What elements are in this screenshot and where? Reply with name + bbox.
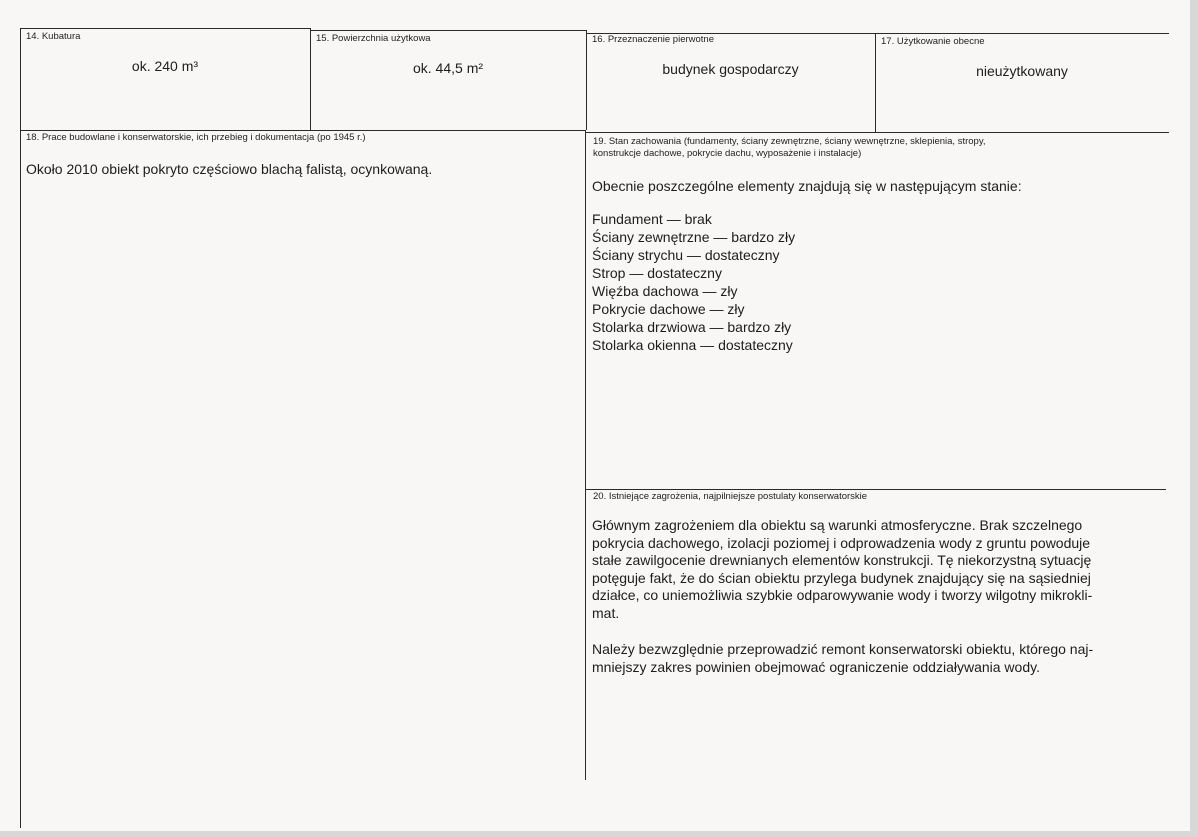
main-vertical-divider — [585, 130, 586, 780]
field-14-value: ok. 240 m³ — [131, 58, 199, 74]
field-19-condition-list — [592, 210, 795, 354]
condition-item: Strop — dostateczny — [592, 265, 722, 281]
field-14-label: 14. Kubatura — [26, 31, 81, 42]
field-15-label: 15. Powierzchnia użytkowa — [316, 33, 431, 44]
field-19-label-line1: 19. Stan zachowania (fundamenty, ściany zewnętrzne, ściany wewnętrzne, sklepienia, stropy, — [593, 136, 986, 147]
paragraph-line: pokrycia dachowego, izolacji poziomej i odprowadzenia wody z gruntu powoduje — [592, 534, 1091, 551]
field-20-label: 20. Istniejące zagrożenia, najpilniejsze postulaty konserwatorskie — [593, 491, 868, 502]
field-20-top-rule — [586, 489, 1166, 490]
scan-edge-right — [1190, 0, 1198, 837]
paragraph-line: mat. — [592, 604, 620, 621]
top-rule-mid — [310, 30, 586, 31]
scan-edge-bottom — [0, 831, 1198, 837]
field-19-label-line2: konstrukcje dachowe, pokrycie dachu, wyposażenie i instalacje) — [593, 148, 862, 159]
field-16-label: 16. Przeznaczenie pierwotne — [592, 34, 714, 45]
paragraph-line: mniejszy zakres powinien obejmować ograniczenie oddziaływania wody. — [592, 658, 1040, 675]
field-18-label: 18. Prace budowlane i konserwatorskie, ich przebieg i dokumentacja (po 1945 r.) — [26, 132, 366, 143]
divider-16-17 — [875, 33, 876, 132]
divider-14-15 — [310, 28, 311, 130]
divider-15-16 — [586, 30, 587, 130]
top-rule-left — [20, 28, 310, 29]
field-18-text: Około 2010 obiekt pokryto częściowo blachą falistą, ocynkowaną. — [26, 161, 433, 177]
condition-item: Stolarka okienna — dostateczny — [592, 337, 793, 353]
paragraph-line: Należy bezwzględnie przeprowadzić remont konserwatorski obiektu, którego naj- — [592, 641, 1094, 657]
field-16-value: budynek gospodarczy — [662, 61, 799, 77]
paragraph-line: stałe zawilgocenie drewnianych elementów konstrukcji. Tę niekorzystną sytuację — [592, 552, 1092, 568]
condition-item: Ściany strychu — dostateczny — [592, 247, 780, 263]
field-19-intro: Obecnie poszczególne elementy znajdują się w następującym stanie: — [592, 178, 1022, 194]
paragraph-line: Głównym zagrożeniem dla obiektu są warunki atmosferyczne. Brak szczelnego — [592, 517, 1083, 533]
condition-item: Ściany zewnętrzne — bardzo zły — [592, 229, 796, 245]
field-17-label: 17. Użytkowanie obecne — [881, 36, 985, 47]
left-edge — [20, 28, 21, 828]
field-20-paragraph-2 — [592, 641, 1158, 676]
condition-item: Więźba dachowa — zły — [592, 283, 738, 299]
paragraph-line: potęguje fakt, że do ścian obiektu przylega budynek znajdujący się na sąsiedniej — [592, 569, 1091, 586]
row-divider-left — [20, 130, 586, 131]
condition-item: Stolarka drzwiowa — bardzo zły — [592, 319, 792, 335]
field-17-value: nieużytkowany — [976, 63, 1068, 79]
paragraph-line: działce, co uniemożliwia szybkie odparowywanie wody i tworzy wilgotny mikrokli- — [592, 587, 1093, 603]
field-20-paragraph-1 — [592, 517, 1158, 622]
field-15-value: ok. 44,5 m² — [412, 60, 484, 76]
row-divider-right — [586, 132, 1169, 133]
condition-item: Fundament — brak — [592, 211, 712, 227]
condition-item: Pokrycie dachowe — zły — [592, 301, 745, 317]
